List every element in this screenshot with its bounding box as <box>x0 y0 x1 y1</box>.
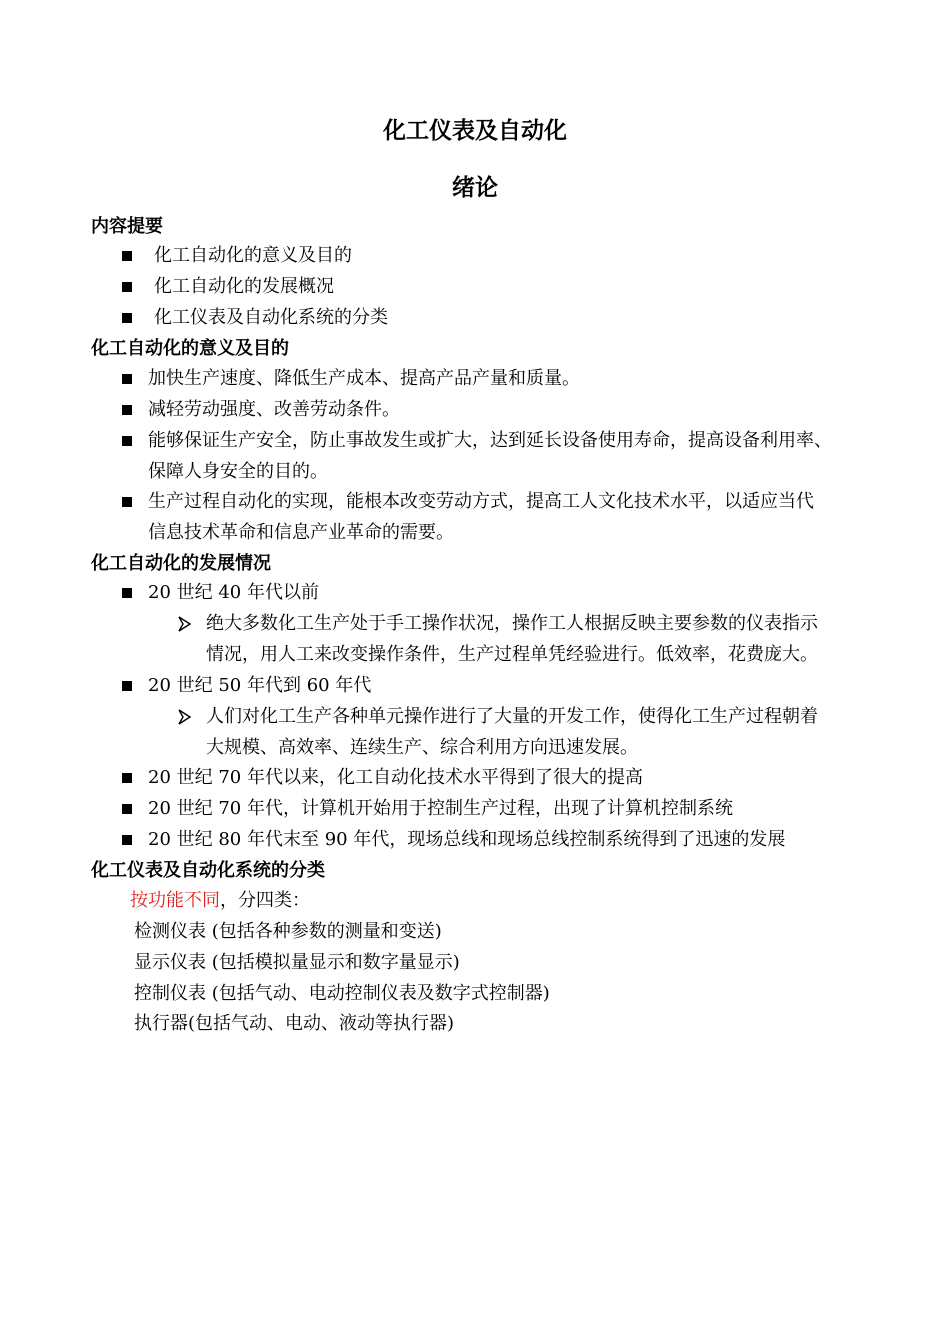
bullet-square-icon <box>122 588 132 598</box>
significance-item-continuation: 信息技术革命和信息产业革命的需要。 <box>148 522 454 543</box>
classification-item: 控制仪表 (包括气动、电动控制仪表及数字式控制器) <box>134 983 550 1004</box>
development-item: 20 世纪 70 年代，计算机开始用于控制生产过程，出现了计算机控制系统 <box>148 798 733 819</box>
development-item: 20 世纪 50 年代到 60 年代 <box>148 675 372 696</box>
development-item: 20 世纪 70 年代以来，化工自动化技术水平得到了很大的提高 <box>148 767 643 788</box>
bullet-square-icon <box>122 835 132 845</box>
significance-item-continuation: 保障人身安全的目的。 <box>148 461 328 482</box>
classification-item: 检测仪表 (包括各种参数的测量和变送) <box>134 921 442 942</box>
summary-item: 化工自动化的意义及目的 <box>154 245 352 266</box>
significance-item: 加快生产速度、降低生产成本、提高产品产量和质量。 <box>148 368 580 389</box>
bullet-square-icon <box>122 497 132 507</box>
classification-heading: 化工仪表及自动化系统的分类 <box>91 860 325 881</box>
document-subtitle: 绪论 <box>452 175 498 201</box>
classification-intro-highlight: 按功能不同 <box>130 890 220 911</box>
development-heading: 化工自动化的发展情况 <box>91 553 271 574</box>
development-subitem-continuation: 大规模、高效率、连续生产、综合利用方向迅速发展。 <box>206 737 638 758</box>
document-title: 化工仪表及自动化 <box>383 118 567 144</box>
development-item: 20 世纪 40 年代以前 <box>148 582 319 603</box>
classification-intro-rest: ，分四类： <box>220 890 310 911</box>
classification-item: 执行器(包括气动、电动、液动等执行器) <box>134 1013 455 1034</box>
summary-item: 化工仪表及自动化系统的分类 <box>154 307 388 328</box>
bullet-square-icon <box>122 251 132 261</box>
bullet-square-icon <box>122 282 132 292</box>
development-subitem-continuation: 情况，用人工来改变操作条件，生产过程单凭经验进行。低效率，花费庞大。 <box>206 644 818 665</box>
significance-item: 生产过程自动化的实现，能根本改变劳动方式，提高工人文化技术水平，以适应当代 <box>148 491 814 512</box>
bullet-square-icon <box>122 681 132 691</box>
summary-heading: 内容提要 <box>91 216 163 237</box>
classification-item: 显示仪表 (包括模拟量显示和数字量显示) <box>134 952 460 973</box>
summary-item: 化工自动化的发展概况 <box>154 276 334 297</box>
arrow-bullet-icon <box>178 615 192 633</box>
development-item: 20 世纪 80 年代末至 90 年代，现场总线和现场总线控制系统得到了迅速的发展 <box>148 829 786 850</box>
bullet-square-icon <box>122 405 132 415</box>
bullet-square-icon <box>122 436 132 446</box>
bullet-square-icon <box>122 374 132 384</box>
significance-item: 减轻劳动强度、改善劳动条件。 <box>148 399 400 420</box>
bullet-square-icon <box>122 804 132 814</box>
development-subitem: 绝大多数化工生产处于手工操作状况，操作工人根据反映主要参数的仪表指示 <box>206 613 818 634</box>
significance-item: 能够保证生产安全，防止事故发生或扩大，达到延长设备使用寿命，提高设备利用率、 <box>148 430 832 451</box>
development-subitem: 人们对化工生产各种单元操作进行了大量的开发工作，使得化工生产过程朝着 <box>206 706 818 727</box>
arrow-bullet-icon <box>178 708 192 726</box>
classification-intro <box>130 889 310 913</box>
significance-heading: 化工自动化的意义及目的 <box>91 338 289 359</box>
bullet-square-icon <box>122 773 132 783</box>
bullet-square-icon <box>122 313 132 323</box>
